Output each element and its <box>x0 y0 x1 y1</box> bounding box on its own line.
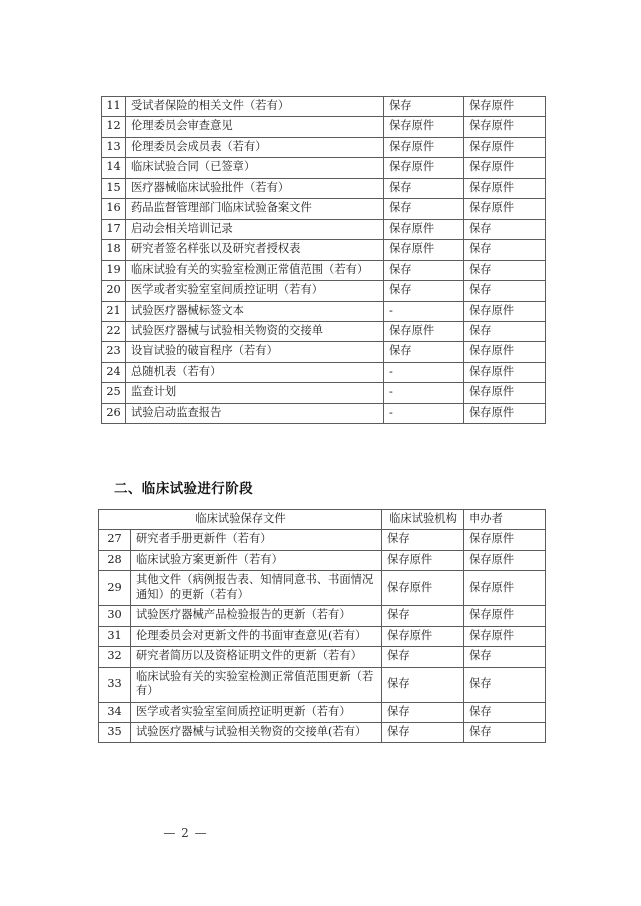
cell-document-name: 受试者保险的相关文件（若有） <box>126 97 384 117</box>
cell-institution: - <box>384 301 464 321</box>
cell-document-number: 24 <box>102 362 126 382</box>
section-heading-trial-conduct-phase: 二、临床试验进行阶段 <box>114 481 253 497</box>
table-row <box>99 667 546 702</box>
cell-document-number: 14 <box>102 158 126 178</box>
cell-institution: 保存原件 <box>384 158 464 178</box>
table-row <box>102 219 546 239</box>
cell-sponsor: 保存原件 <box>464 137 546 157</box>
table-row <box>102 403 546 423</box>
table-row <box>102 342 546 362</box>
cell-document-number: 23 <box>102 342 126 362</box>
cell-document-number: 31 <box>99 626 131 646</box>
table-row <box>102 97 546 117</box>
cell-institution: 保存 <box>382 667 464 702</box>
table-row <box>99 571 546 606</box>
table1-body <box>102 97 546 424</box>
table2-head <box>99 510 546 530</box>
cell-document-name: 伦理委员会审查意见 <box>126 117 384 137</box>
cell-sponsor: 保存原件 <box>464 362 546 382</box>
cell-sponsor: 保存原件 <box>464 383 546 403</box>
clinical-trial-preparation-table-block <box>101 96 545 424</box>
cell-institution: 保存 <box>382 702 464 722</box>
cell-document-number: 17 <box>102 219 126 239</box>
cell-institution: 保存 <box>382 722 464 742</box>
cell-document-name: 伦理委员会成员表（若有） <box>126 137 384 157</box>
table-row <box>102 240 546 260</box>
cell-document-number: 22 <box>102 321 126 341</box>
cell-document-name: 伦理委员会对更新文件的书面审查意见(若有） <box>131 626 382 646</box>
cell-sponsor: 保存原件 <box>464 606 546 626</box>
cell-document-number: 19 <box>102 260 126 280</box>
table-row <box>102 383 546 403</box>
cell-document-number: 29 <box>99 571 131 606</box>
cell-document-number: 11 <box>102 97 126 117</box>
clinical-trial-conduct-table <box>98 509 546 743</box>
cell-document-number: 30 <box>99 606 131 626</box>
cell-document-name: 药品监督管理部门临床试验备案文件 <box>126 199 384 219</box>
cell-institution: - <box>384 362 464 382</box>
table-row <box>99 626 546 646</box>
cell-sponsor: 保存原件 <box>464 178 546 198</box>
cell-institution: 保存 <box>384 342 464 362</box>
cell-document-number: 35 <box>99 722 131 742</box>
column-header-sponsor: 申办者 <box>464 510 546 530</box>
table-row <box>102 362 546 382</box>
cell-document-name: 试验医疗器械产品检验报告的更新（若有） <box>131 606 382 626</box>
cell-institution: 保存原件 <box>382 571 464 606</box>
cell-document-name: 试验医疗器械与试验相关物资的交接单(若有） <box>131 722 382 742</box>
table-row <box>102 158 546 178</box>
table-row <box>99 647 546 667</box>
cell-institution: 保存原件 <box>384 219 464 239</box>
cell-document-number: 21 <box>102 301 126 321</box>
table-row <box>102 281 546 301</box>
cell-institution: 保存原件 <box>384 321 464 341</box>
cell-sponsor: 保存原件 <box>464 530 546 550</box>
cell-document-number: 12 <box>102 117 126 137</box>
cell-institution: 保存 <box>384 178 464 198</box>
cell-document-name: 总随机表（若有） <box>126 362 384 382</box>
clinical-trial-preparation-table <box>101 96 546 424</box>
cell-institution: 保存 <box>382 606 464 626</box>
cell-institution: - <box>384 383 464 403</box>
cell-document-number: 33 <box>99 667 131 702</box>
cell-institution: 保存 <box>384 97 464 117</box>
cell-document-name: 临床试验合同（已签章） <box>126 158 384 178</box>
cell-institution: 保存原件 <box>384 137 464 157</box>
cell-institution: 保存 <box>382 530 464 550</box>
table-row <box>99 702 546 722</box>
cell-sponsor: 保存 <box>464 722 546 742</box>
cell-document-number: 18 <box>102 240 126 260</box>
cell-sponsor: 保存原件 <box>464 626 546 646</box>
cell-sponsor: 保存 <box>464 667 546 702</box>
cell-document-number: 20 <box>102 281 126 301</box>
cell-sponsor: 保存原件 <box>464 403 546 423</box>
cell-document-number: 27 <box>99 530 131 550</box>
table-row <box>99 722 546 742</box>
cell-institution: - <box>384 403 464 423</box>
table-row <box>102 321 546 341</box>
table-row <box>99 606 546 626</box>
page-number: — 2 — <box>163 826 208 840</box>
table-row <box>102 199 546 219</box>
cell-institution: 保存原件 <box>384 240 464 260</box>
table-row <box>102 137 546 157</box>
cell-document-name: 临床试验有关的实验室检测正常值范围（若有） <box>126 260 384 280</box>
cell-document-name: 设盲试验的破盲程序（若有） <box>126 342 384 362</box>
table2-body <box>99 530 546 743</box>
cell-document-number: 26 <box>102 403 126 423</box>
cell-document-name: 监查计划 <box>126 383 384 403</box>
cell-document-name: 医学或者实验室室间质控证明更新（若有） <box>131 702 382 722</box>
cell-institution: 保存 <box>384 199 464 219</box>
cell-institution: 保存原件 <box>382 626 464 646</box>
cell-institution: 保存原件 <box>384 117 464 137</box>
cell-document-number: 15 <box>102 178 126 198</box>
cell-sponsor: 保存 <box>464 219 546 239</box>
cell-sponsor: 保存 <box>464 702 546 722</box>
cell-document-number: 34 <box>99 702 131 722</box>
cell-document-number: 28 <box>99 550 131 570</box>
clinical-trial-conduct-table-block <box>98 509 545 743</box>
cell-sponsor: 保存原件 <box>464 301 546 321</box>
cell-document-name: 试验医疗器械与试验相关物资的交接单 <box>126 321 384 341</box>
cell-institution: 保存原件 <box>382 550 464 570</box>
cell-sponsor: 保存原件 <box>464 342 546 362</box>
cell-sponsor: 保存原件 <box>464 158 546 178</box>
cell-document-number: 25 <box>102 383 126 403</box>
cell-document-number: 13 <box>102 137 126 157</box>
table-row <box>99 550 546 570</box>
cell-document-name: 医学或者实验室室间质控证明（若有） <box>126 281 384 301</box>
cell-document-name: 临床试验方案更新件（若有） <box>131 550 382 570</box>
cell-document-name: 医疗器械临床试验批件（若有） <box>126 178 384 198</box>
cell-sponsor: 保存 <box>464 281 546 301</box>
table-header-row <box>99 510 546 530</box>
column-header-document-name: 临床试验保存文件 <box>99 510 382 530</box>
table-row <box>102 117 546 137</box>
cell-sponsor: 保存原件 <box>464 199 546 219</box>
cell-sponsor: 保存 <box>464 647 546 667</box>
table-row <box>102 301 546 321</box>
cell-institution: 保存 <box>384 281 464 301</box>
cell-sponsor: 保存原件 <box>464 550 546 570</box>
column-header-institution: 临床试验机构 <box>382 510 464 530</box>
cell-document-name: 其他文件（病例报告表、知情同意书、书面情况通知）的更新（若有） <box>131 571 382 606</box>
cell-sponsor: 保存原件 <box>464 571 546 606</box>
cell-document-name: 研究者签名样张以及研究者授权表 <box>126 240 384 260</box>
cell-document-number: 32 <box>99 647 131 667</box>
cell-document-name: 试验医疗器械标签文本 <box>126 301 384 321</box>
cell-sponsor: 保存原件 <box>464 117 546 137</box>
cell-institution: 保存 <box>384 260 464 280</box>
table-row <box>99 530 546 550</box>
cell-document-number: 16 <box>102 199 126 219</box>
cell-sponsor: 保存原件 <box>464 97 546 117</box>
cell-sponsor: 保存 <box>464 321 546 341</box>
cell-document-name: 临床试验有关的实验室检测正常值范围更新（若有） <box>131 667 382 702</box>
page-footer <box>0 826 641 840</box>
cell-institution: 保存 <box>382 647 464 667</box>
cell-document-name: 研究者手册更新件（若有） <box>131 530 382 550</box>
table-row <box>102 178 546 198</box>
table-row <box>102 260 546 280</box>
cell-document-name: 试验启动监查报告 <box>126 403 384 423</box>
cell-document-name: 研究者简历以及资格证明文件的更新（若有） <box>131 647 382 667</box>
cell-document-name: 启动会相关培训记录 <box>126 219 384 239</box>
cell-sponsor: 保存 <box>464 260 546 280</box>
cell-sponsor: 保存 <box>464 240 546 260</box>
